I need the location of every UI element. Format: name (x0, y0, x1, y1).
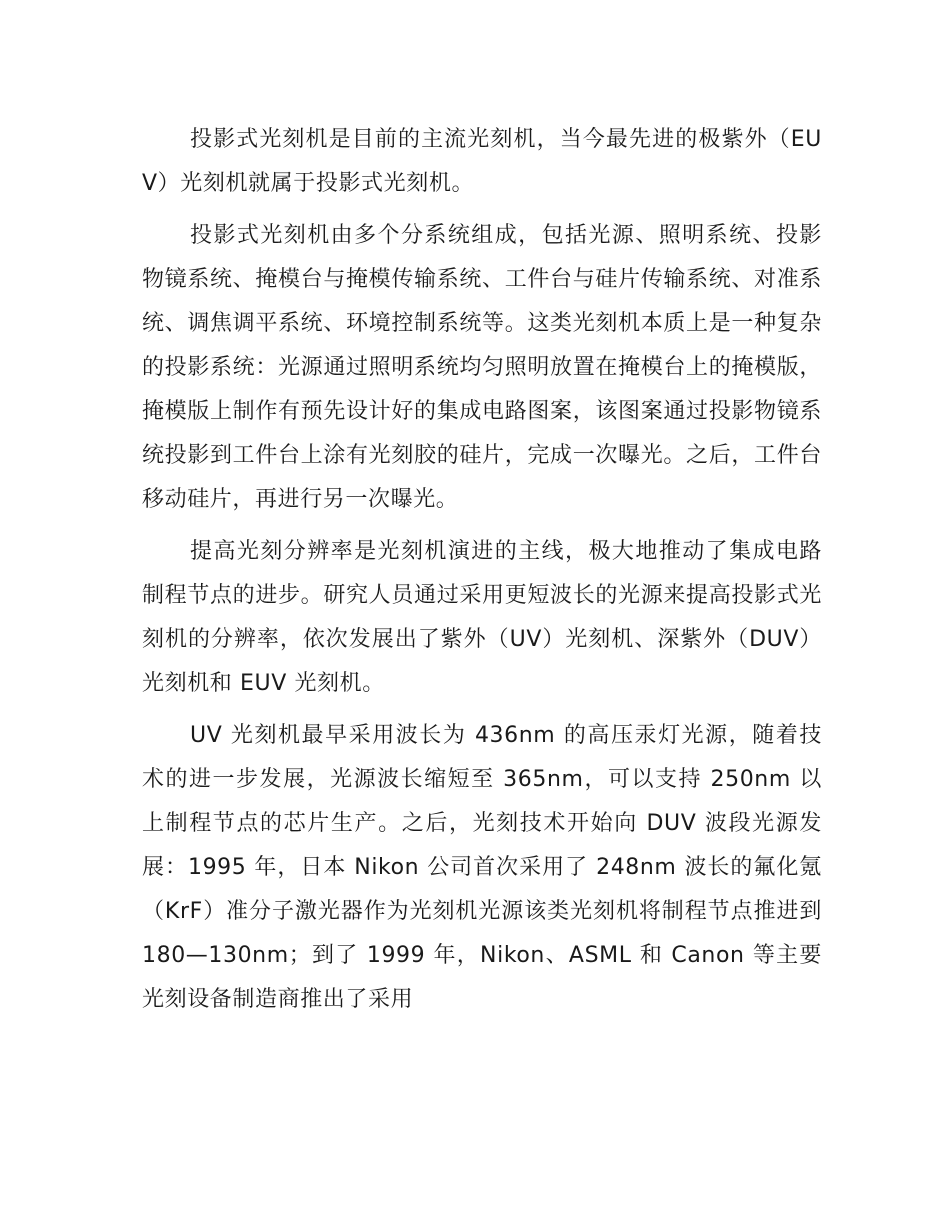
paragraph-uv-duv-history: UV 光刻机最早采用波长为 436nm 的高压汞灯光源，随着技术的进一步发展，光源波长缩短至 365nm，可以支持 250nm 以上制程节点的芯片生产。之后，光刻技术开始向 DUV 波段光源发展：1995 年，日本 Nikon 公司首次采用了 248nm 波长的氟化氪（KrF）准分子激光器作为光刻机光源该类光刻机将制程节点推进到 180—130nm；到了 1999 年，Nikon、ASML 和 Canon 等主要光刻设备制造商推出了采用 (142, 723, 822, 1012)
paragraph-subsystems: 投影式光刻机由多个分系统组成，包括光源、照明系统、投影物镜系统、掩模台与掩模传输系统、工件台与硅片传输系统、对准系统、调焦调平系统、环境控制系统等。这类光刻机本质上是一种复杂的投影系统：光源通过照明系统均匀照明放置在掩模台上的掩模版，掩模版上制作有预先设计好的集成电路图案，该图案通过投影物镜系统投影到工件台上涂有光刻胶的硅片，完成一次曝光。之后，工件台移动硅片，再进行另一次曝光。 (142, 223, 822, 512)
paragraph-projection-lithography-intro: 投影式光刻机是目前的主流光刻机，当今最先进的极紫外（EUV）光刻机就属于投影式光刻机。 (142, 127, 822, 196)
paragraph-resolution: 提高光刻分辨率是光刻机演进的主线，极大地推动了集成电路制程节点的进步。研究人员通过采用更短波长的光源来提高投影式光刻机的分辨率，依次发展出了紫外（UV）光刻机、深紫外（DUV）光刻机和 EUV 光刻机。 (142, 539, 822, 696)
document-body (142, 118, 822, 1030)
